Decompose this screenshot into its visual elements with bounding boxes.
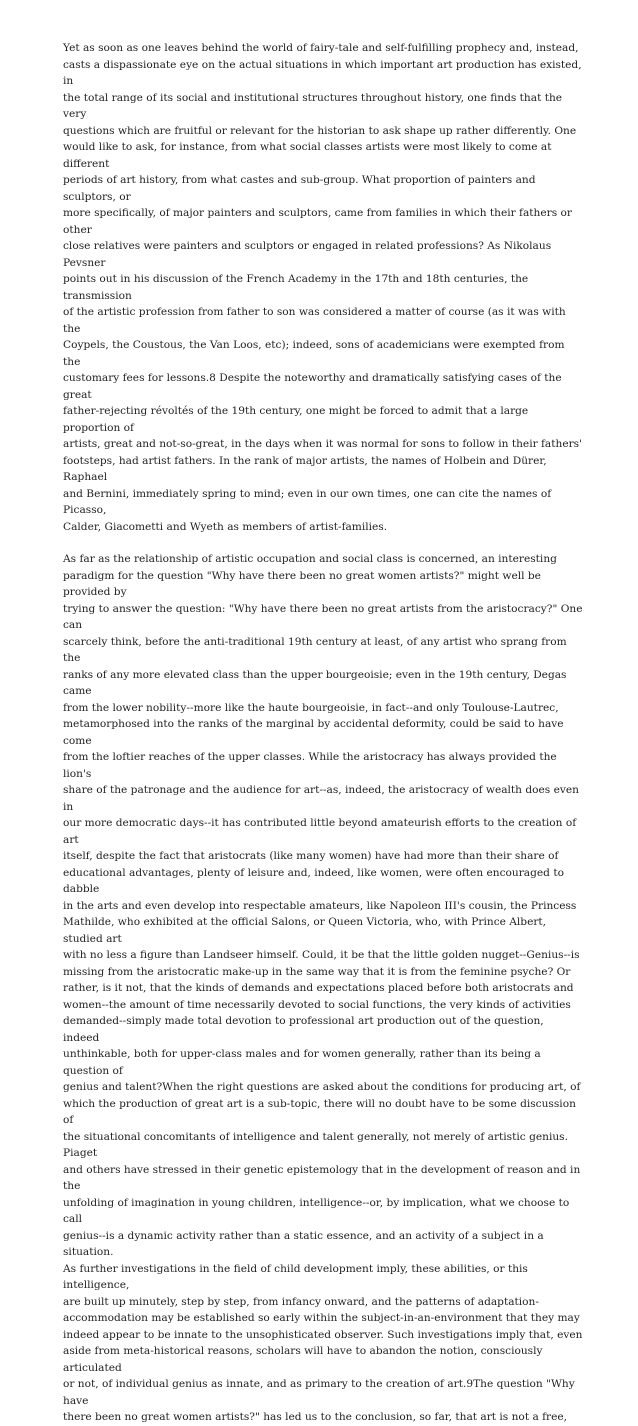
document-page [63,40,583,1426]
paragraph-artist-families: Yet as soon as one leaves behind the world of fairy-tale and self-fulfilling prophecy and, instead, casts a dispassionate eye on the actual situations in which important art production has existed, in the total range of its social and institutional structures throughout history, one finds that the very questions which are fruitful or relevant for the historian to ask shape up rather differently. One would like to ask, for instance, from what social classes artists were most likely to come at different periods of art history, from what castes and sub-group. What proportion of painters and sculptors, or more specifically, of major painters and sculptors, came from families in which their fathers or other close relatives were painters and sculptors or engaged in related professions? As Nikolaus Pevsner points out in his discussion of the French Academy in the 17th and 18th centuries, the transmission of the artistic profession from father to son was considered a matter of course (as it was with the Coypels, the Coustous, the Van Loos, etc); indeed, sons of academicians were exempted from the customary fees for lessons.8 Despite the noteworthy and dramatically satisfying cases of the great father-rejecting révoltés of the 19th century, one might be forced to admit that a large proportion of artists, great and not-so-great, in the days when it was normal for sons to follow in their fathers' footsteps, had artist fathers. In the rank of major artists, the names of Holbein and Dürer, Raphael and Bernini, immediately spring to mind; even in our own times, one can cite the names of Picasso, Calder, Giacometti and Wyeth as members of artist-families. [63,42,583,533]
paragraph-aristocracy-and-genius: As far as the relationship of artistic occupation and social class is concerned, an interesting paradigm for the question "Why have there been no great women artists?" might well be provided by trying to answer the question: "Why have there been no great artists from the aristocracy?" One can scarcely think, before the anti-traditional 19th century at least, of any artist who sprang from the ranks of any more elevated class than the upper bourgeoisie; even in the 19th century, Degas came from the lower nobility--more like the haute bourgeoisie, in fact--and only Toulouse-Lautrec, metamorphosed into the ranks of the marginal by accidental deformity, could be said to have come from the loftier reaches of the upper classes. While the aristocracy has always provided the lion's share of the patronage and the audience for art--as, indeed, the aristocracy of wealth does even in our more democratic days--it has contributed little beyond amateurish efforts to the creation of art itself, despite the fact that aristocrats (like many women) have had more than their share of educational advantages, plenty of leisure and, indeed, like women, were often encouraged to dabble in the arts and even develop into respectable amateurs, like Napoleon III's cousin, the Princess Mathilde, who exhibited at the official Salons, or Queen Victoria, who, with Prince Albert, studied art with no less a figure than Landseer himself. Could, it be that the little golden nugget--Genius--is missing from the aristocratic make-up in the same way that it is from the feminine psyche? Or rather, is it not, that the kinds of demands and expectations placed before both aristocrats and women--the amount of time necessarily devoted to social functions, the very kinds of activities demanded--simply made total devotion to professional art production out of the question, indeed unthinkable, both for upper-class males and for women generally, rather than its being a question of genius and talent?When the right questions are asked about the conditions for producing art, of which the production of great art is a sub-topic, there will no doubt have to be some discussion of the situational concomitants of intelligence and talent generally, not merely of artistic genius. Piaget and others have stressed in their genetic epistemology that in the development of reason and in the unfolding of imagination in young children, intelligence--or, by implication, what we choose to call genius--is a dynamic activity rather than a static essence, and an activity of a subject in a situation. As further investigations in the field of child development imply, these abilities, or this intelligence, are built up minutely, step by step, from infancy onward, and the patterns of adaptation- accommodation may be established so early within the subject-in-an-environment that they may indeed appear to be innate to the unsophisticated observer. Such investigations imply that, even aside from meta-historical reasons, scholars will have to abandon the notion, consciously articulated or not, of individual genius as innate, and as primary to the creation of art.9The question "Why have there been no great women artists?" has led us to the conclusion, so far, that art is not a free, [63,553,583,1423]
